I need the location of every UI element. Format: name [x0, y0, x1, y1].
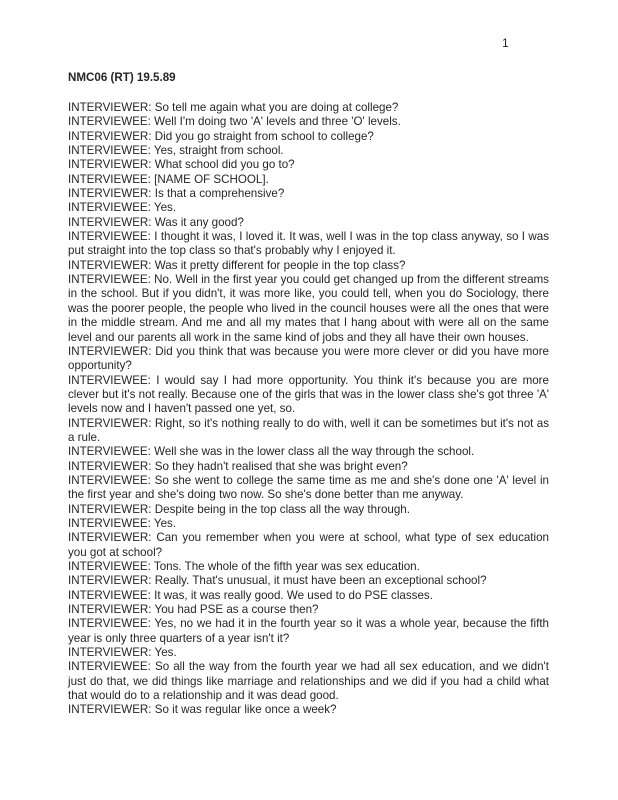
speaker-label: INTERVIEWER: — [68, 531, 157, 545]
speaker-label: INTERVIEWER: — [68, 574, 155, 588]
speaker-label: INTERVIEWER: — [68, 344, 156, 358]
speaker-label: INTERVIEWER: — [68, 187, 155, 201]
transcript-line: INTERVIEWEE: So she went to college the same time as me and she's done one 'A' level in the first year and she's doing two now. So she's done better than me anyway. — [68, 473, 549, 502]
transcript-line: INTERVIEWER: Right, so it's nothing really to do with, well it can be sometimes but it's not as a rule. — [68, 416, 550, 444]
speaker-label: INTERVIEWEE: — [68, 516, 154, 530]
speaker-label: INTERVIEWER: — [68, 646, 155, 660]
transcript-line: INTERVIEWEE: Yes. — [68, 516, 177, 530]
transcript-line: INTERVIEWER: Yes. — [68, 646, 177, 660]
document-heading: NMC06 (RT) 19.5.89 — [68, 71, 176, 84]
transcript-line: INTERVIEWEE: So all the way from the fourth year we had all sex education, and we didn't just do that, we did things like marriage and relationships and we did if you had a child what that would do to a relationship and it was dead good. — [68, 660, 549, 703]
speaker-label: INTERVIEWEE: — [68, 201, 154, 215]
speaker-label: INTERVIEWER: — [68, 416, 155, 430]
speaker-label: INTERVIEWEE: — [68, 588, 155, 602]
speaker-label: INTERVIEWEE: — [68, 617, 155, 631]
transcript-line: INTERVIEWEE: Yes, no we had it in the fourth year so it was a whole year, because the fifth year is only three quarters of a year isn't it? — [68, 617, 549, 645]
transcript-line: INTERVIEWEE: I would say I had more opportunity. You think it's because you are more clever but it's not really. Because one of the girls that was in the lower class she's got three 'A' levels now and I haven't passed one yet, so. — [68, 373, 549, 416]
transcript-line: INTERVIEWEE: Yes, straight from school. — [68, 144, 284, 158]
speaker-label: INTERVIEWEE: — [68, 660, 155, 674]
transcript-line: INTERVIEWER: You had PSE as a course then? — [68, 603, 319, 617]
speaker-label: INTERVIEWER: — [68, 258, 155, 272]
transcript-line: INTERVIEWEE: I thought it was, I loved it. It was, well I was in the top class anyway, so I was put straight into the top class so that's probably why I enjoyed it. — [68, 230, 549, 258]
transcript-line: INTERVIEWER: What school did you go to? — [68, 158, 295, 172]
transcript-line: INTERVIEWER: Is that a comprehensive? — [68, 187, 285, 201]
speaker-label: INTERVIEWEE: — [68, 144, 154, 158]
transcript-line: INTERVIEWER: Really. That's unusual, it must have been an exceptional school? — [68, 574, 487, 588]
transcript-line: INTERVIEWER: So tell me again what you are doing at college? — [68, 101, 399, 114]
transcript-line: INTERVIEWEE: Well I'm doing two 'A' levels and three 'O' levels. — [68, 115, 401, 129]
speaker-label: INTERVIEWEE: — [68, 273, 155, 287]
transcript-line: INTERVIEWER: Can you remember when you were at school, what type of sex education you got at school? — [68, 531, 550, 559]
document-content — [68, 71, 549, 718]
speaker-label: INTERVIEWER: — [68, 603, 155, 617]
transcript-line: INTERVIEWEE: Well she was in the lower class all the way through the school. — [68, 445, 475, 459]
transcript-line: INTERVIEWEE: It was, it was really good. We used to do PSE classes. — [68, 588, 433, 602]
transcript-line: INTERVIEWER: Was it pretty different for people in the top class? — [68, 258, 406, 272]
transcript-line: INTERVIEWEE: Tons. The whole of the fifth year was sex education. — [68, 560, 420, 573]
speaker-label: INTERVIEWER: — [68, 215, 155, 229]
speaker-label: INTERVIEWEE: — [68, 445, 155, 459]
speaker-label: INTERVIEWER: — [68, 502, 155, 516]
speaker-label: INTERVIEWER: — [68, 459, 155, 473]
transcript-line: INTERVIEWEE: [NAME OF SCHOOL]. — [68, 172, 269, 186]
transcript-line: INTERVIEWER: Did you go straight from school to college? — [68, 129, 374, 143]
speaker-label: INTERVIEWEE: — [68, 115, 155, 129]
speaker-label: INTERVIEWEE: — [68, 373, 157, 387]
speaker-label: INTERVIEWEE: — [68, 230, 155, 244]
transcript-line: INTERVIEWER: Was it any good? — [68, 215, 244, 229]
transcript-line: INTERVIEWER: So it was regular like once a week? — [68, 703, 337, 717]
speaker-label: INTERVIEWER: — [68, 129, 155, 143]
transcript-line: INTERVIEWER: So they hadn't realised that she was bright even? — [68, 459, 408, 473]
transcript-line: INTERVIEWEE: No. Well in the first year you could get changed up from the different streams in the school. But if you didn't, it was more like, you could tell, when you do Sociology, there was the poorer people, the people who lived in the council houses were all the ones that were in the middle stream. And me and all my mates that I hang about with were all on the same level and our parents all work in the same kind of jobs and they all have their own houses. — [68, 273, 549, 344]
speaker-label: INTERVIEWER: — [68, 158, 155, 172]
speaker-label: INTERVIEWER: — [68, 101, 155, 114]
speaker-label: INTERVIEWEE: — [68, 473, 155, 487]
speaker-label: INTERVIEWER: — [68, 703, 155, 717]
transcript-line: INTERVIEWER: Did you think that was because you were more clever or did you have more opportunity? — [68, 344, 550, 373]
transcript — [68, 101, 549, 718]
transcript-line: INTERVIEWEE: Yes. — [68, 201, 177, 215]
speaker-label: INTERVIEWEE: — [68, 172, 155, 186]
speaker-label: INTERVIEWEE: — [68, 560, 154, 573]
transcript-line: INTERVIEWER: Despite being in the top class all the way through. — [68, 502, 410, 516]
page-number: 1 — [502, 36, 509, 50]
